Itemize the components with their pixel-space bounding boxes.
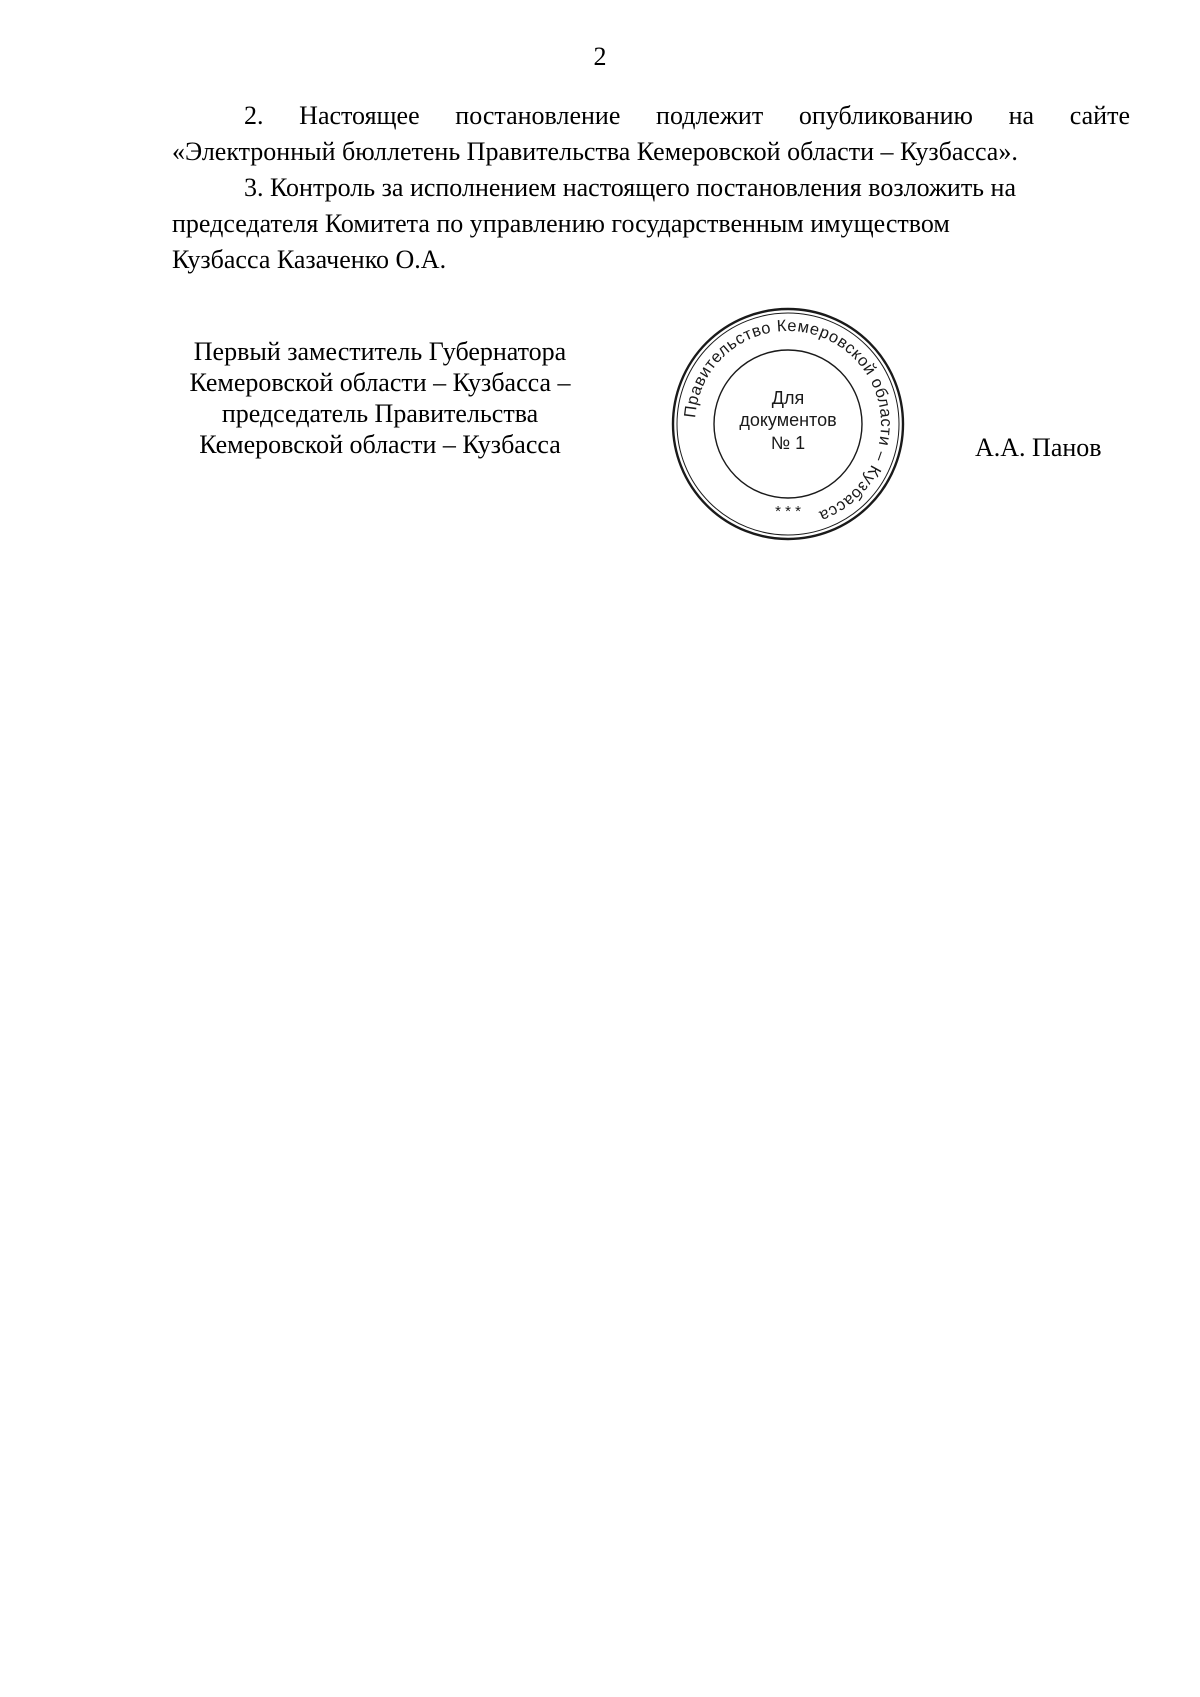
stamp-stars: * * *	[775, 503, 801, 520]
official-stamp	[670, 306, 906, 542]
paragraph-line: «Электронный бюллетень Правительства Кемеровской области – Кузбасса».	[172, 137, 1018, 166]
paragraph-control	[172, 170, 1130, 278]
paragraph-line: Кузбасса Казаченко О.А.	[172, 245, 447, 274]
position-line: Кемеровской области – Кузбасса –	[189, 368, 571, 397]
paragraph-publication	[172, 98, 1130, 170]
signer-name: А.А. Панов	[975, 433, 1102, 462]
position-line: Кемеровской области – Кузбасса	[199, 430, 561, 459]
stamp-center-line: документов	[739, 410, 837, 430]
paragraph-line: 2. Настоящее постановление подлежит опубликованию на сайте	[244, 101, 1130, 130]
position-line: председатель Правительства	[221, 399, 539, 428]
position-line: Первый заместитель Губернатора	[193, 337, 567, 366]
paragraph-line: 3. Контроль за исполнением настоящего постановления возложить на	[244, 173, 1016, 202]
document-body	[172, 98, 1130, 278]
paragraph-line: председателя Комитета по управлению государственным имуществом	[172, 209, 950, 238]
signatory-position	[160, 336, 600, 460]
page-number: 2	[593, 42, 607, 71]
stamp-center-line: Для	[771, 388, 805, 408]
stamp-center-line: № 1	[770, 433, 806, 453]
stamp-outer-text: Правительство Кемеровской области – Кузбасса	[681, 316, 896, 526]
